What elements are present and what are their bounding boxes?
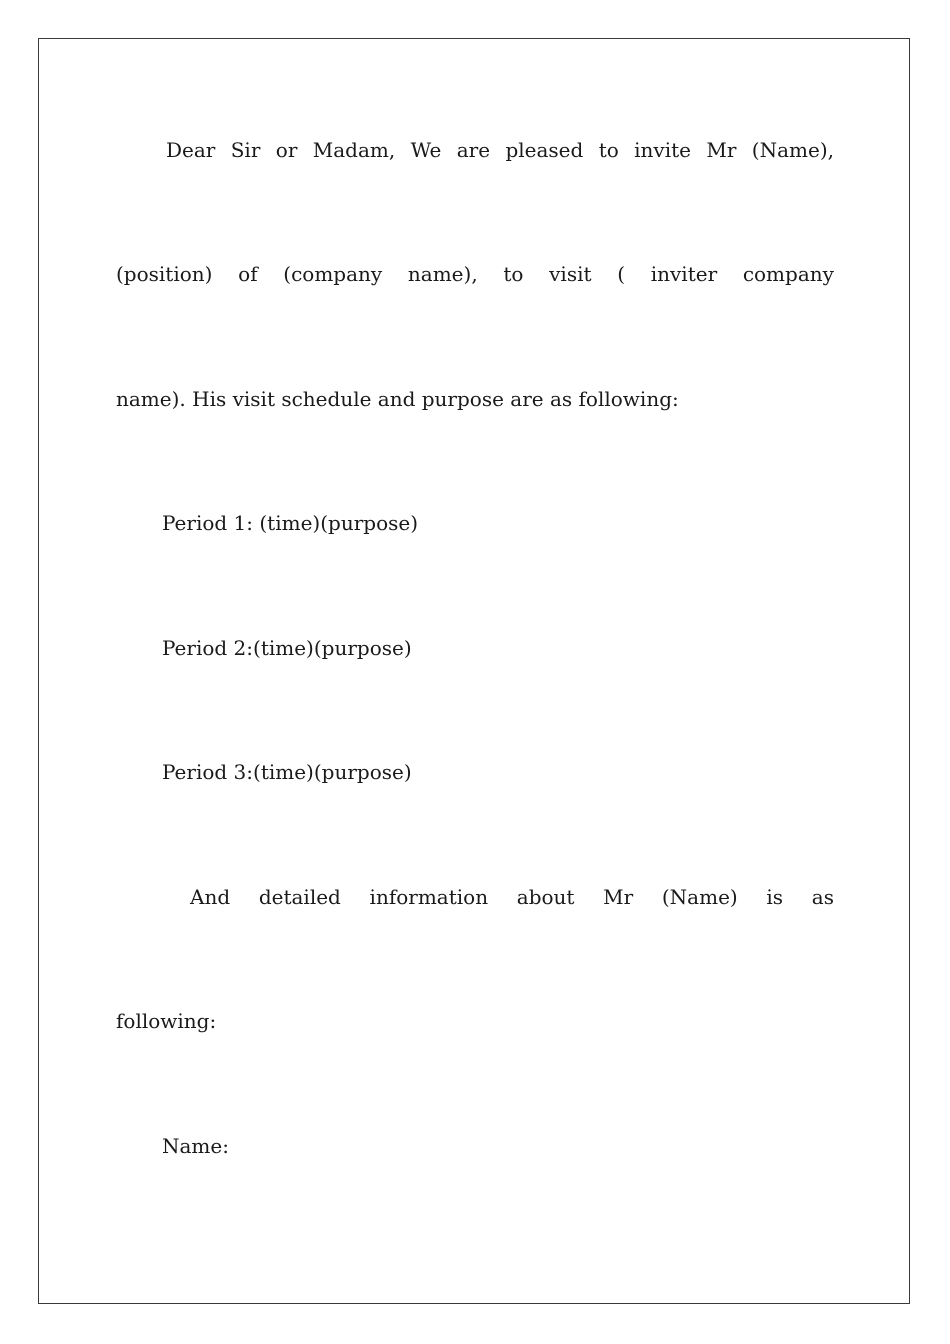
word: Madam, [312,138,396,162]
word: We [410,138,442,162]
word: information [369,885,489,909]
word: to [503,262,524,286]
word: (Name), [751,138,834,162]
word: invite [634,138,691,162]
name-field-label: Name: [162,1134,229,1158]
letter-line-1 [166,137,834,163]
word: Dear [166,138,216,162]
word: And [190,885,231,909]
word: pleased [505,138,584,162]
letter-line-2 [116,261,834,287]
period-3: Period 3:(time)(purpose) [162,760,412,784]
word: visit [549,262,592,286]
word: company [742,262,834,286]
word: (company [283,262,383,286]
word: Sir [230,138,261,162]
word: Mr [706,138,737,162]
detail-line [190,884,834,910]
word: (position) [116,262,213,286]
period-2: Period 2:(time)(purpose) [162,636,412,660]
word: are [456,138,491,162]
word: about [516,885,575,909]
word: is [766,885,784,909]
word: detailed [258,885,341,909]
word: inviter [650,262,718,286]
following-line: following: [116,1009,217,1033]
word: or [275,138,298,162]
word: (Name) [661,885,738,909]
page-frame [38,38,910,1304]
word: to [598,138,619,162]
word: name), [407,262,478,286]
word: ( [617,262,626,286]
word: as [811,885,834,909]
word: of [238,262,258,286]
word: Mr [603,885,634,909]
period-1: Period 1: (time)(purpose) [162,511,419,535]
letter-line-3: name). His visit schedule and purpose are as following: [116,387,679,411]
